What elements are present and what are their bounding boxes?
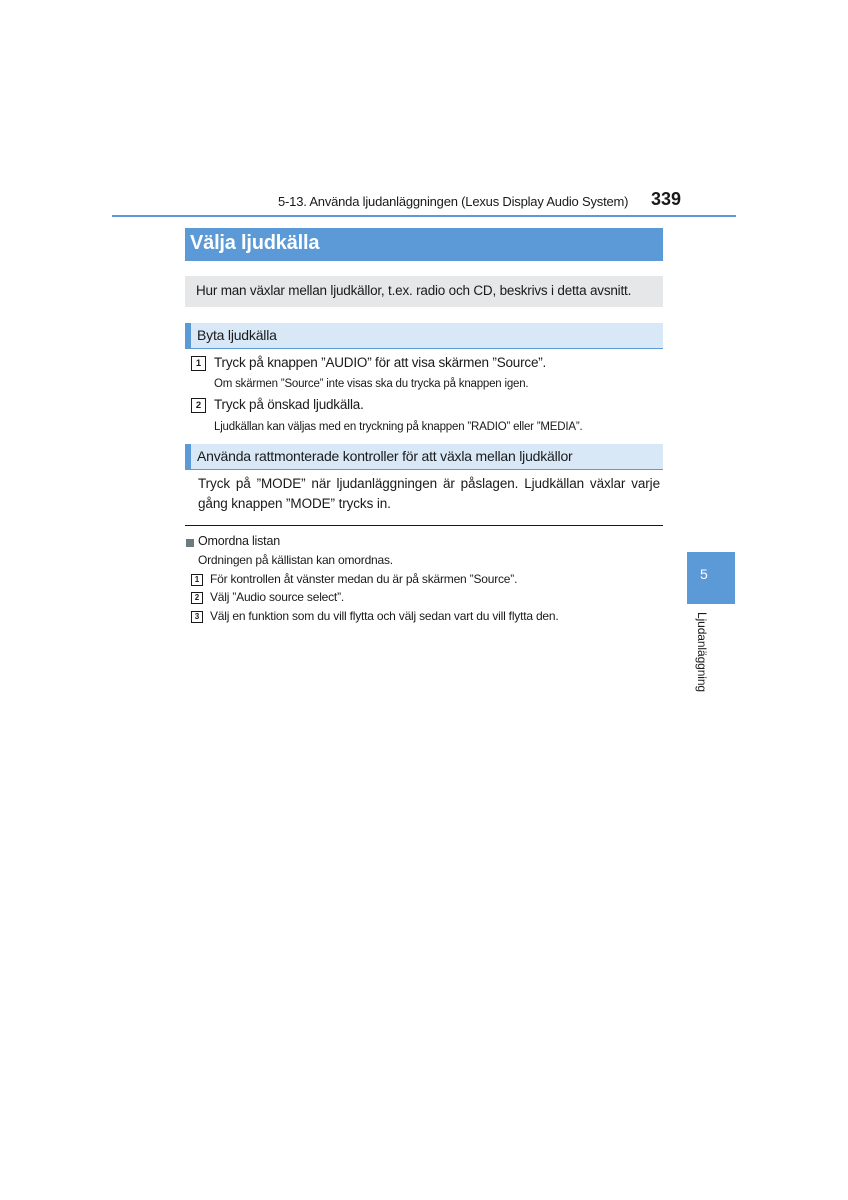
mode-paragraph: Tryck på ”MODE” när ljudanläggningen är påslagen. Ljudkällan växlar varje gång knappen ”MODE” trycks in. [198, 476, 660, 511]
reorder-step-text-3: Välj en funktion som du vill flytta och välj sedan vart du vill flytta den. [210, 609, 559, 623]
step-text-1: Tryck på knappen ”AUDIO” för att visa skärmen ”Source”. [214, 355, 547, 370]
page-title-bar [185, 228, 663, 261]
header-rule [112, 215, 736, 217]
page-title: Välja ljudkälla [190, 232, 320, 254]
divider [185, 525, 663, 526]
section-heading-text: Byta ljudkälla [197, 327, 277, 343]
section-heading-byta [185, 323, 663, 349]
step-number-2: 2 [191, 398, 206, 413]
step-note-2: Ljudkällan kan väljas med en tryckning på knappen ”RADIO” eller ”MEDIA”. [214, 421, 583, 433]
chapter-number: 5 [700, 566, 708, 582]
reorder-title: Omordna listan [198, 534, 280, 548]
section-heading-text: Använda rattmonterade kontroller för att växla mellan ljudkällor [197, 448, 573, 464]
reorder-step-number-2: 2 [191, 592, 203, 604]
square-bullet-icon [186, 539, 194, 547]
section-heading-rattmonterade [185, 444, 663, 470]
step-note-1: Om skärmen ”Source” inte visas ska du trycka på knappen igen. [214, 378, 529, 390]
reorder-step-number-1: 1 [191, 574, 203, 586]
reorder-step-text-2: Välj ”Audio source select”. [210, 590, 344, 604]
page-number: 339 [651, 189, 682, 209]
step-number-1: 1 [191, 356, 206, 371]
reorder-step-text-1: För kontrollen åt vänster medan du är på skärmen ”Source”. [210, 572, 518, 586]
header-section-title: 5-13. Använda ljudanläggningen (Lexus Display Audio System) [278, 194, 629, 209]
step-text-2: Tryck på önskad ljudkälla. [214, 397, 364, 412]
reorder-intro: Ordningen på källistan kan omordnas. [198, 553, 393, 567]
reorder-step-number-3: 3 [191, 611, 203, 623]
chapter-label: Ljudanläggning [695, 612, 709, 693]
chapter-tab [687, 552, 735, 604]
intro-box [185, 276, 663, 307]
intro-text: Hur man växlar mellan ljudkällor, t.ex. radio och CD, beskrivs i detta avsnitt. [196, 283, 632, 298]
